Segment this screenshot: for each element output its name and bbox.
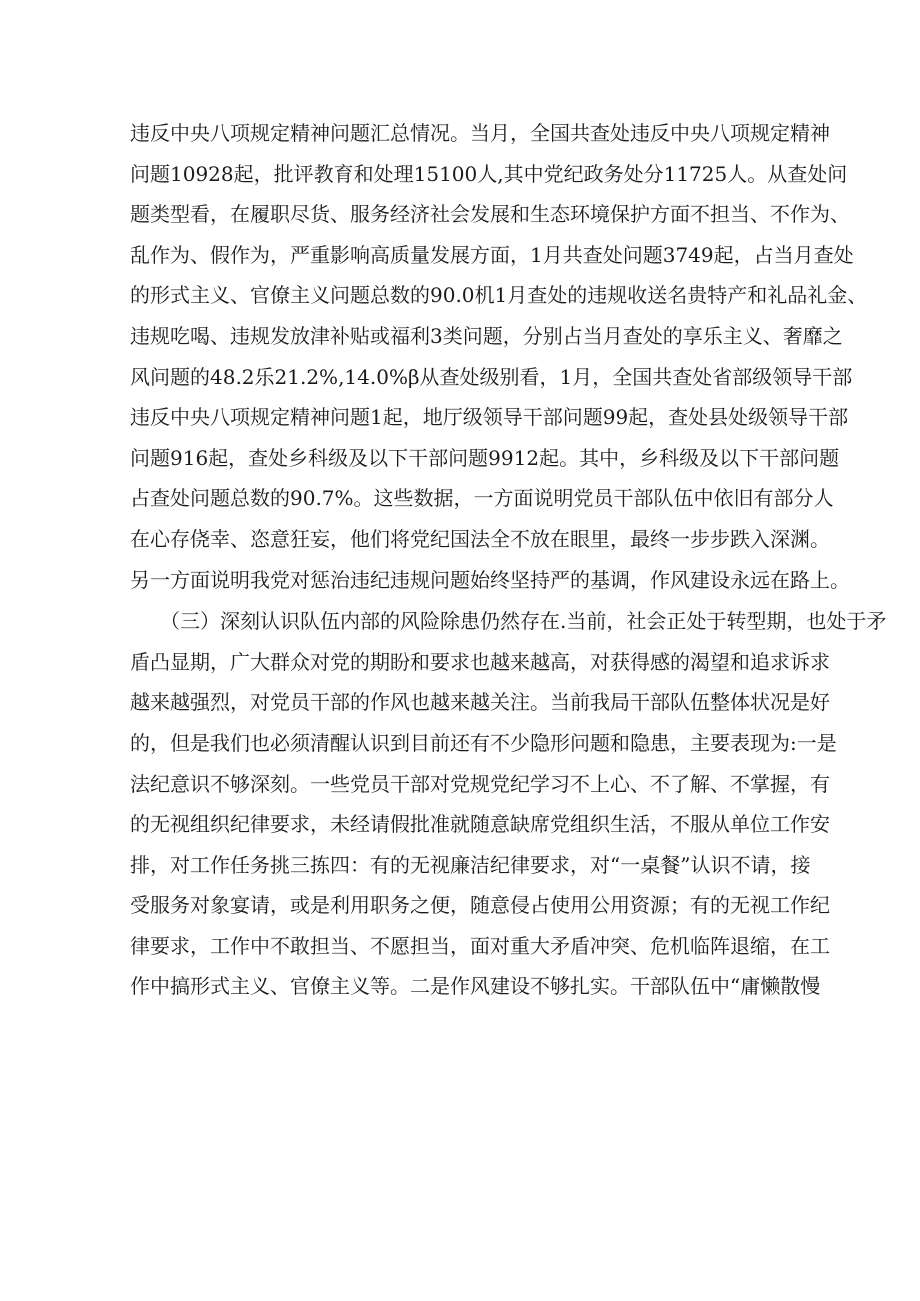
text-line: 作中搞形式主义、官僚主义等。二是作风建设不够扎实。干部队伍中“庸懒散慢	[130, 974, 821, 999]
text-line: 占查处问题总数的90.7%。这些数据，一方面说明党员干部队伍中依旧有部分人	[130, 486, 834, 511]
text-line: 盾凸显期，广大群众对党的期盼和要求也越来越高，对获得感的渴望和追求诉求	[130, 649, 830, 674]
text-line: 的形式主义、官僚主义问题总数的90.0机1月查处的违规收送名贵特产和礼品礼金、	[130, 283, 868, 308]
paragraph-2	[130, 601, 887, 1007]
text-line: 问题916起，查处乡科级及以下干部问题9912起。其中，乡科级及以下干部问题	[130, 445, 840, 470]
text-line: 乱作为、假作为，严重影响高质量发展方面，1月共查处问题3749起，占当月查处	[130, 242, 854, 267]
text-line: 越来越强烈，对党员干部的作风也越来越关注。当前我局干部队伍整体状况是好	[130, 690, 830, 715]
text-line: 的，但是我们也必须清醒认识到目前还有不少隐形问题和隐患，主要表现为:一是	[130, 730, 837, 755]
text-line: 律要求，工作中不敢担当、不愿担当，面对重大矛盾冲突、危机临阵退缩，在工	[130, 933, 830, 958]
paragraph-1	[130, 113, 868, 600]
text-line: 问题10928起，批评教育和处理15100人,其中党纪政务处分11725人。从查处问	[130, 161, 848, 186]
text-line: 违反中央八项规定精神问题1起，地厅级领导干部问题99起，查处县处级领导干部	[130, 405, 849, 430]
text-line: 法纪意识不够深刻。一些党员干部对党规党纪学习不上心、不了解、不掌握，有	[130, 771, 830, 796]
text-line: 排，对工作任务挑三拣四：有的无视廉洁纪律要求，对“一桌餐”认识不请，接	[130, 852, 811, 877]
text-line: 的无视组织纪律要求，未经请假批准就随意缺席党组织生活，不服从单位工作安	[130, 812, 830, 837]
body-text	[130, 113, 887, 1007]
text-line: 风问题的48.2乐21.2%,14.0%β从查处级别看，1月，全国共查处省部级领导干部	[130, 364, 853, 389]
text-line: 另一方面说明我党对惩治违纪违规问题始终坚持严的基调，作风建设永远在路上。	[130, 567, 850, 592]
text-line: 违规吃喝、违规发放津补贴或福利3类问题，分别占当月查处的享乐主义、奢靡之	[130, 323, 843, 348]
text-line: 题类型看，在履职尽货、服务经济社会发展和生态环境保护方面不担当、不作为、	[130, 202, 850, 227]
text-line: 违反中央八项规定精神问题汇总情况。当月，全国共查处违反中央八项规定精神	[130, 121, 830, 145]
text-line: 在心存侥幸、恣意狂妄，他们将党纪国法全不放在眼里，最终一步步跌入深渊。	[130, 526, 830, 551]
text-line: 受服务对象宴请，或是利用职务之便，随意侵占使用公用资源；有的无视工作纪	[130, 893, 830, 918]
text-line: （三）深刻认识队伍内部的风险除患仍然存在.当前，社会正处于转型期，也处于矛	[130, 609, 887, 634]
